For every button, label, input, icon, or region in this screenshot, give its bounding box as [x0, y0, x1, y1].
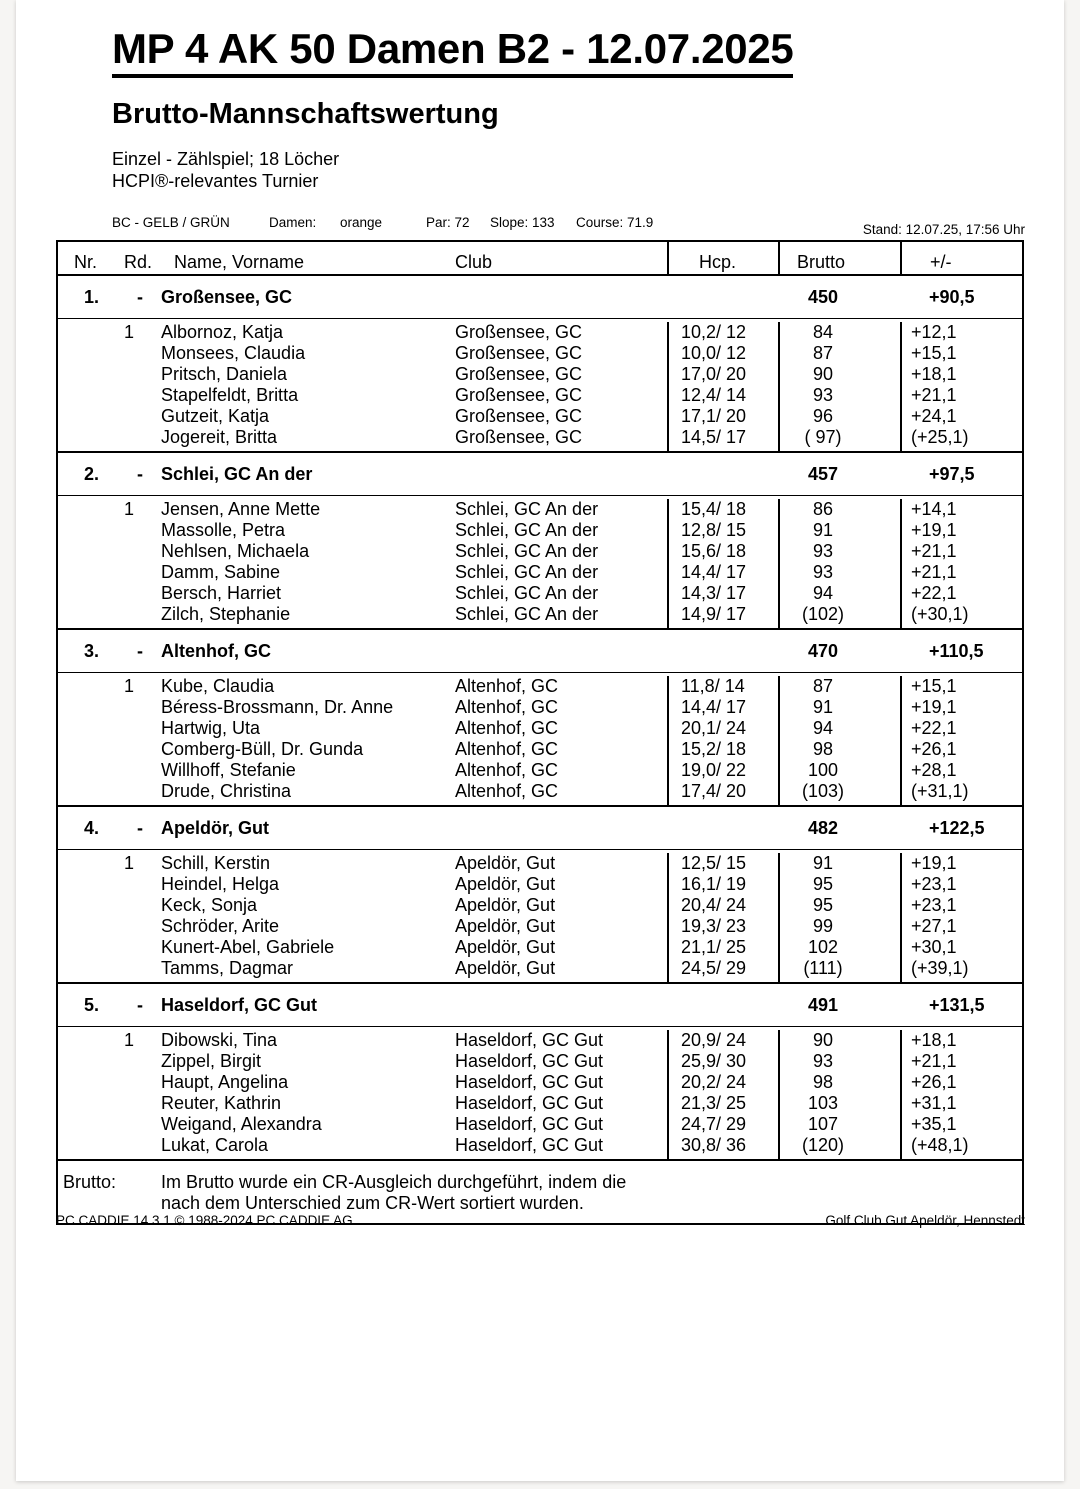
player-diff: +19,1 — [911, 697, 957, 717]
player-club: Schlei, GC An der — [455, 562, 599, 582]
player-list — [58, 1030, 1022, 1161]
player-club: Großensee, GC — [455, 385, 583, 405]
header-diff: +/- — [930, 252, 952, 272]
team-round: - — [137, 464, 143, 484]
document-title: MP 4 AK 50 Damen B2 - 12.07.2025 — [112, 24, 793, 78]
player-name: Gutzeit, Katja — [161, 406, 270, 426]
note-line-2: nach dem Unterschied zum CR-Wert sortiert wurden. — [161, 1193, 584, 1213]
team-rank: 3. — [84, 641, 100, 661]
player-hcp: 19,3/ 23 — [681, 916, 747, 936]
player-brutto: 91 — [812, 853, 834, 873]
player-name: Reuter, Kathrin — [161, 1093, 282, 1113]
player-diff: +19,1 — [911, 520, 957, 540]
player-name: Comberg-Büll, Dr. Gunda — [161, 739, 364, 759]
player-hcp: 14,4/ 17 — [681, 697, 747, 717]
player-club: Apeldör, Gut — [455, 895, 556, 915]
player-list — [58, 322, 1022, 453]
player-hcp: 15,4/ 18 — [681, 499, 747, 519]
player-club: Großensee, GC — [455, 322, 583, 342]
player-name: Tamms, Dagmar — [161, 958, 294, 978]
player-name: Béress-Brossmann, Dr. Anne — [161, 697, 394, 717]
player-club: Haseldorf, GC Gut — [455, 1030, 604, 1050]
player-diff: +26,1 — [911, 1072, 957, 1092]
player-brutto: (120) — [801, 1135, 845, 1155]
player-row — [58, 1051, 1022, 1072]
player-name: Stapelfeldt, Britta — [161, 385, 299, 405]
team-name: Apeldör, Gut — [161, 818, 269, 838]
player-hcp: 25,9/ 30 — [681, 1051, 747, 1071]
team-diff: +90,5 — [929, 287, 975, 307]
header-rd: Rd. — [124, 252, 153, 272]
player-brutto: 96 — [812, 406, 834, 426]
player-row — [58, 895, 1022, 916]
player-hcp: 20,9/ 24 — [681, 1030, 747, 1050]
player-row — [58, 562, 1022, 583]
note-label: Brutto: — [63, 1172, 117, 1192]
player-hcp: 17,1/ 20 — [681, 406, 747, 426]
team-brutto: 470 — [807, 641, 839, 661]
note-line-1: Im Brutto wurde ein CR-Ausgleich durchgeführt, indem die — [161, 1172, 627, 1192]
player-row — [58, 781, 1022, 802]
player-hcp: 21,3/ 25 — [681, 1093, 747, 1113]
player-hcp: 15,2/ 18 — [681, 739, 747, 759]
player-row — [58, 541, 1022, 562]
player-name: Jensen, Anne Mette — [161, 499, 321, 519]
player-hcp: 30,8/ 36 — [681, 1135, 747, 1155]
player-name: Kunert-Abel, Gabriele — [161, 937, 335, 957]
player-diff: +14,1 — [911, 499, 957, 519]
player-row — [58, 937, 1022, 958]
player-diff: +24,1 — [911, 406, 957, 426]
player-row — [58, 718, 1022, 739]
player-diff: +21,1 — [911, 385, 957, 405]
player-diff: +15,1 — [911, 343, 957, 363]
player-hcp: 19,0/ 22 — [681, 760, 747, 780]
player-brutto: 93 — [812, 562, 834, 582]
column-divider — [667, 242, 669, 274]
player-diff: +12,1 — [911, 322, 957, 342]
player-name: Zilch, Stephanie — [161, 604, 291, 624]
player-hcp: 20,2/ 24 — [681, 1072, 747, 1092]
player-hcp: 16,1/ 19 — [681, 874, 747, 894]
player-name: Kube, Claudia — [161, 676, 275, 696]
player-club: Haseldorf, GC Gut — [455, 1135, 604, 1155]
player-name: Monsees, Claudia — [161, 343, 306, 363]
player-brutto: 90 — [812, 364, 834, 384]
player-row — [58, 1114, 1022, 1135]
player-brutto: 90 — [812, 1030, 834, 1050]
player-club: Großensee, GC — [455, 427, 583, 447]
player-brutto: 87 — [812, 343, 834, 363]
player-row — [58, 676, 1022, 697]
player-club: Apeldör, Gut — [455, 937, 556, 957]
team-brutto: 491 — [807, 995, 839, 1015]
team-row — [58, 984, 1022, 1027]
player-row — [58, 739, 1022, 760]
par-info: Par: 72 — [426, 215, 470, 230]
player-diff: +35,1 — [911, 1114, 957, 1134]
results-table — [56, 240, 1024, 1225]
player-club: Apeldör, Gut — [455, 916, 556, 936]
player-club: Altenhof, GC — [455, 739, 559, 759]
player-diff: +21,1 — [911, 541, 957, 561]
player-row — [58, 499, 1022, 520]
document-subtitle: Brutto-Mannschaftswertung — [112, 98, 499, 130]
player-diff: +30,1 — [911, 937, 957, 957]
info-line-hcpi: HCPI®-relevantes Turnier — [112, 171, 319, 191]
team-rank: 2. — [84, 464, 100, 484]
player-name: Drude, Christina — [161, 781, 292, 801]
player-round: 1 — [124, 853, 135, 873]
document-page — [16, 0, 1064, 1481]
team-round: - — [137, 641, 143, 661]
player-brutto: (102) — [801, 604, 845, 624]
player-club: Großensee, GC — [455, 343, 583, 363]
player-name: Pritsch, Daniela — [161, 364, 288, 384]
player-name: Keck, Sonja — [161, 895, 258, 915]
player-hcp: 10,2/ 12 — [681, 322, 747, 342]
player-row — [58, 958, 1022, 979]
player-row — [58, 406, 1022, 427]
player-diff: +22,1 — [911, 583, 957, 603]
player-club: Apeldör, Gut — [455, 958, 556, 978]
player-brutto: 93 — [812, 385, 834, 405]
player-list — [58, 499, 1022, 630]
player-brutto: 102 — [807, 937, 839, 957]
player-brutto: 98 — [812, 739, 834, 759]
player-name: Damm, Sabine — [161, 562, 281, 582]
player-club: Schlei, GC An der — [455, 499, 599, 519]
player-brutto: 93 — [812, 1051, 834, 1071]
player-name: Weigand, Alexandra — [161, 1114, 322, 1134]
player-brutto: (111) — [803, 958, 843, 978]
team-diff: +122,5 — [929, 818, 985, 838]
team-name: Haseldorf, GC Gut — [161, 995, 318, 1015]
player-diff: +26,1 — [911, 739, 957, 759]
player-diff: (+30,1) — [911, 604, 969, 624]
player-row — [58, 1135, 1022, 1156]
team-name: Großensee, GC — [161, 287, 293, 307]
player-hcp: 20,1/ 24 — [681, 718, 747, 738]
player-diff: +31,1 — [911, 1093, 957, 1113]
team-row — [58, 630, 1022, 673]
player-name: Schill, Kerstin — [161, 853, 271, 873]
header-name: Name, Vorname — [174, 252, 305, 272]
player-brutto: 94 — [812, 583, 834, 603]
player-name: Nehlsen, Michaela — [161, 541, 310, 561]
player-round: 1 — [124, 1030, 135, 1050]
player-row — [58, 385, 1022, 406]
player-club: Schlei, GC An der — [455, 541, 599, 561]
player-diff: +18,1 — [911, 1030, 957, 1050]
player-list — [58, 676, 1022, 807]
player-diff: +21,1 — [911, 1051, 957, 1071]
teams-container — [58, 276, 1022, 1161]
player-hcp: 20,4/ 24 — [681, 895, 747, 915]
player-round: 1 — [124, 499, 135, 519]
player-club: Schlei, GC An der — [455, 583, 599, 603]
team-diff: +131,5 — [929, 995, 985, 1015]
player-brutto: 94 — [812, 718, 834, 738]
player-row — [58, 697, 1022, 718]
player-row — [58, 322, 1022, 343]
player-name: Zippel, Birgit — [161, 1051, 262, 1071]
player-diff: +22,1 — [911, 718, 957, 738]
player-name: Dibowski, Tina — [161, 1030, 278, 1050]
player-row — [58, 520, 1022, 541]
player-diff: (+25,1) — [911, 427, 969, 447]
player-hcp: 14,5/ 17 — [681, 427, 747, 447]
team-diff: +97,5 — [929, 464, 975, 484]
player-brutto: 100 — [807, 760, 839, 780]
player-hcp: 24,5/ 29 — [681, 958, 747, 978]
player-hcp: 12,5/ 15 — [681, 853, 747, 873]
player-hcp: 17,0/ 20 — [681, 364, 747, 384]
player-club: Haseldorf, GC Gut — [455, 1072, 604, 1092]
player-brutto: 91 — [812, 520, 834, 540]
column-divider — [778, 242, 780, 274]
team-name: Schlei, GC An der — [161, 464, 313, 484]
player-row — [58, 874, 1022, 895]
player-diff: +23,1 — [911, 895, 957, 915]
player-brutto: 95 — [812, 895, 834, 915]
info-line-format: Einzel - Zählspiel; 18 Löcher — [112, 149, 340, 169]
player-hcp: 21,1/ 25 — [681, 937, 747, 957]
team-row — [58, 276, 1022, 319]
team-diff: +110,5 — [929, 641, 984, 661]
player-row — [58, 427, 1022, 448]
player-hcp: 14,3/ 17 — [681, 583, 747, 603]
table-header — [58, 242, 1022, 276]
header-brutto: Brutto — [797, 252, 846, 272]
player-club: Schlei, GC An der — [455, 520, 599, 540]
player-diff: +18,1 — [911, 364, 957, 384]
team-rank: 1. — [84, 287, 100, 307]
player-diff: (+48,1) — [911, 1135, 969, 1155]
player-diff: +27,1 — [911, 916, 957, 936]
team-brutto: 482 — [807, 818, 839, 838]
player-hcp: 14,9/ 17 — [681, 604, 747, 624]
player-name: Heindel, Helga — [161, 874, 280, 894]
player-brutto: 107 — [807, 1114, 839, 1134]
player-club: Großensee, GC — [455, 364, 583, 384]
ladies-tee: orange — [340, 215, 383, 230]
player-club: Schlei, GC An der — [455, 604, 599, 624]
player-brutto: 86 — [812, 499, 834, 519]
player-brutto: 91 — [812, 697, 834, 717]
player-brutto: 93 — [812, 541, 834, 561]
player-name: Hartwig, Uta — [161, 718, 261, 738]
player-hcp: 14,4/ 17 — [681, 562, 747, 582]
player-club: Altenhof, GC — [455, 697, 559, 717]
player-round: 1 — [124, 322, 135, 342]
player-diff: +23,1 — [911, 874, 957, 894]
ladies-label: Damen: — [269, 215, 317, 230]
header-club: Club — [455, 252, 493, 272]
player-name: Haupt, Angelina — [161, 1072, 289, 1092]
header-hcp: Hcp. — [699, 252, 737, 272]
player-row — [58, 760, 1022, 781]
player-hcp: 10,0/ 12 — [681, 343, 747, 363]
player-name: Albornoz, Katja — [161, 322, 284, 342]
player-round: 1 — [124, 676, 135, 696]
player-club: Altenhof, GC — [455, 718, 559, 738]
team-rank: 5. — [84, 995, 100, 1015]
player-row — [58, 1072, 1022, 1093]
stand-timestamp: Stand: 12.07.25, 17:56 Uhr — [862, 222, 1025, 237]
player-club: Apeldör, Gut — [455, 853, 556, 873]
player-club: Altenhof, GC — [455, 676, 559, 696]
player-name: Massolle, Petra — [161, 520, 286, 540]
course-rating-info: Course: 71.9 — [576, 215, 654, 230]
player-club: Großensee, GC — [455, 406, 583, 426]
player-brutto: (103) — [801, 781, 845, 801]
player-hcp: 12,4/ 14 — [681, 385, 747, 405]
column-divider — [900, 242, 902, 274]
player-list — [58, 853, 1022, 984]
player-diff: (+31,1) — [911, 781, 969, 801]
player-hcp: 17,4/ 20 — [681, 781, 747, 801]
player-name: Bersch, Harriet — [161, 583, 282, 603]
player-name: Jogereit, Britta — [161, 427, 278, 447]
player-brutto: 99 — [812, 916, 834, 936]
player-diff: (+39,1) — [911, 958, 969, 978]
team-brutto: 450 — [807, 287, 839, 307]
footer-software: PC CADDIE 14.3.1 © 1988-2024 PC CADDIE AG — [56, 1213, 353, 1228]
player-row — [58, 853, 1022, 874]
player-name: Lukat, Carola — [161, 1135, 269, 1155]
player-diff: +28,1 — [911, 760, 957, 780]
team-name: Altenhof, GC — [161, 641, 271, 661]
player-club: Apeldör, Gut — [455, 874, 556, 894]
player-brutto: 95 — [812, 874, 834, 894]
footer-club: Golf Club Gut Apeldör, Hennstedt — [825, 1213, 1025, 1228]
player-diff: +21,1 — [911, 562, 957, 582]
team-brutto: 457 — [807, 464, 839, 484]
player-club: Haseldorf, GC Gut — [455, 1093, 604, 1113]
player-brutto: 98 — [812, 1072, 834, 1092]
player-row — [58, 604, 1022, 625]
player-name: Willhoff, Stefanie — [161, 760, 296, 780]
player-brutto: ( 97) — [804, 427, 842, 447]
player-name: Schröder, Arite — [161, 916, 280, 936]
team-row — [58, 807, 1022, 850]
player-brutto: 103 — [807, 1093, 839, 1113]
player-club: Haseldorf, GC Gut — [455, 1114, 604, 1134]
team-row — [58, 453, 1022, 496]
player-hcp: 24,7/ 29 — [681, 1114, 747, 1134]
player-hcp: 15,6/ 18 — [681, 541, 747, 561]
team-rank: 4. — [84, 818, 100, 838]
team-round: - — [137, 995, 143, 1015]
player-row — [58, 916, 1022, 937]
slope-info: Slope: 133 — [490, 215, 555, 230]
player-row — [58, 1030, 1022, 1051]
player-diff: +15,1 — [911, 676, 957, 696]
player-hcp: 12,8/ 15 — [681, 520, 747, 540]
player-club: Altenhof, GC — [455, 760, 559, 780]
header-nr: Nr. — [74, 252, 98, 272]
team-round: - — [137, 287, 143, 307]
player-row — [58, 343, 1022, 364]
player-club: Haseldorf, GC Gut — [455, 1051, 604, 1071]
team-round: - — [137, 818, 143, 838]
player-club: Altenhof, GC — [455, 781, 559, 801]
player-row — [58, 364, 1022, 385]
player-brutto: 84 — [812, 322, 834, 342]
player-brutto: 87 — [812, 676, 834, 696]
player-row — [58, 1093, 1022, 1114]
tee-info: BC - GELB / GRÜN — [112, 215, 230, 230]
player-diff: +19,1 — [911, 853, 957, 873]
player-hcp: 11,8/ 14 — [681, 676, 745, 696]
player-row — [58, 583, 1022, 604]
